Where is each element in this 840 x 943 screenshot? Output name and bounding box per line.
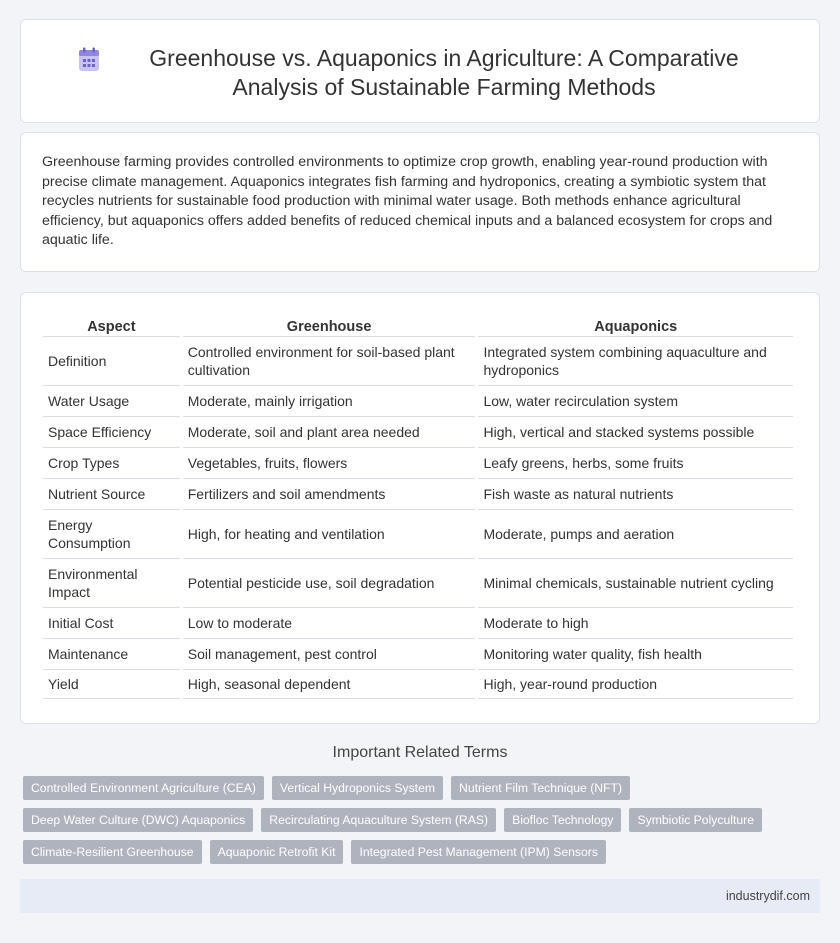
aspect-cell: Definition [43, 336, 180, 384]
aspect-cell: Energy Consumption [43, 509, 180, 557]
aquaponics-cell: High, vertical and stacked systems possible [478, 416, 793, 446]
header-aquaponics: Aquaponics [594, 319, 678, 335]
aspect-cell: Space Efficiency [43, 416, 180, 446]
related-term-tag[interactable]: Climate-Resilient Greenhouse [23, 840, 202, 864]
table-row [43, 385, 793, 415]
aspect-cell: Initial Cost [43, 607, 180, 637]
footer [20, 879, 820, 913]
greenhouse-cell: Fertilizers and soil amendments [183, 478, 476, 508]
related-term-tag[interactable]: Vertical Hydroponics System [272, 776, 443, 800]
related-term-tag[interactable]: Controlled Environment Agriculture (CEA) [23, 776, 264, 800]
table-header-row [43, 316, 793, 335]
table-row [43, 478, 793, 508]
aquaponics-cell: Monitoring water quality, fish health [478, 638, 793, 668]
document-icon [76, 47, 102, 73]
related-term-tag[interactable]: Nutrient Film Technique (NFT) [451, 776, 630, 800]
greenhouse-cell: Potential pesticide use, soil degradation [183, 558, 476, 606]
aquaponics-cell: Low, water recirculation system [478, 385, 793, 415]
aspect-cell: Water Usage [43, 385, 180, 415]
table-row [43, 416, 793, 446]
greenhouse-cell: High, for heating and ventilation [183, 509, 476, 557]
greenhouse-cell: Soil management, pest control [183, 638, 476, 668]
table-row [43, 607, 793, 637]
aspect-cell: Yield [43, 669, 180, 699]
title-row [21, 44, 819, 102]
related-term-tag[interactable]: Biofloc Technology [504, 808, 621, 832]
aquaponics-cell: Moderate, pumps and aeration [478, 509, 793, 557]
page-title: Greenhouse vs. Aquaponics in Agriculture: A Comparative Analysis of Sustainable Farming Methods [149, 45, 739, 100]
greenhouse-cell: Low to moderate [183, 607, 476, 637]
related-term-tag[interactable]: Recirculating Aquaculture System (RAS) [261, 808, 496, 832]
aspect-cell: Crop Types [43, 447, 180, 477]
aspect-cell: Environmental Impact [43, 558, 180, 606]
aquaponics-cell: Moderate to high [478, 607, 793, 637]
greenhouse-cell: High, seasonal dependent [183, 669, 476, 699]
table-row [43, 669, 793, 699]
aspect-cell: Maintenance [43, 638, 180, 668]
related-term-tag[interactable]: Aquaponic Retrofit Kit [210, 840, 344, 864]
summary-text: Greenhouse farming provides controlled environments to optimize crop growth, enabling year-round production with precise climate management. Aquaponics integrates fish farming and hydroponics, creating a symbiotic system that recycles nutrients for sustainable food production with minimal water usage. Both methods enhance agricultural efficiency, but aquaponics offers added benefits of reduced chemical inputs and a balanced ecosystem for crops and aquatic life. [42, 154, 773, 249]
title-card [20, 19, 820, 123]
table-row [43, 638, 793, 668]
greenhouse-cell: Controlled environment for soil-based plant cultivation [183, 336, 476, 384]
aspect-cell: Nutrient Source [43, 478, 180, 508]
greenhouse-cell: Vegetables, fruits, flowers [183, 447, 476, 477]
aquaponics-cell: Leafy greens, herbs, some fruits [478, 447, 793, 477]
aquaponics-cell: High, year-round production [478, 669, 793, 699]
table-row [43, 447, 793, 477]
header-aspect: Aspect [87, 319, 136, 335]
comparison-table [40, 315, 796, 700]
greenhouse-cell: Moderate, soil and plant area needed [183, 416, 476, 446]
aquaponics-cell: Fish waste as natural nutrients [478, 478, 793, 508]
table-row [43, 558, 793, 606]
summary-card [20, 132, 820, 272]
related-terms-list [23, 776, 823, 872]
related-term-tag[interactable]: Integrated Pest Management (IPM) Sensors [351, 840, 605, 864]
aquaponics-cell: Integrated system combining aquaculture and hydroponics [478, 336, 793, 384]
aquaponics-cell: Minimal chemicals, sustainable nutrient cycling [478, 558, 793, 606]
related-terms-title: Important Related Terms [332, 744, 508, 761]
related-term-tag[interactable]: Deep Water Culture (DWC) Aquaponics [23, 808, 253, 832]
table-row [43, 336, 793, 384]
greenhouse-cell: Moderate, mainly irrigation [183, 385, 476, 415]
footer-site-link[interactable]: industrydif.com [725, 889, 810, 903]
table-row [43, 509, 793, 557]
header-greenhouse: Greenhouse [286, 319, 372, 335]
comparison-table-card [20, 292, 820, 724]
related-term-tag[interactable]: Symbiotic Polyculture [629, 808, 762, 832]
